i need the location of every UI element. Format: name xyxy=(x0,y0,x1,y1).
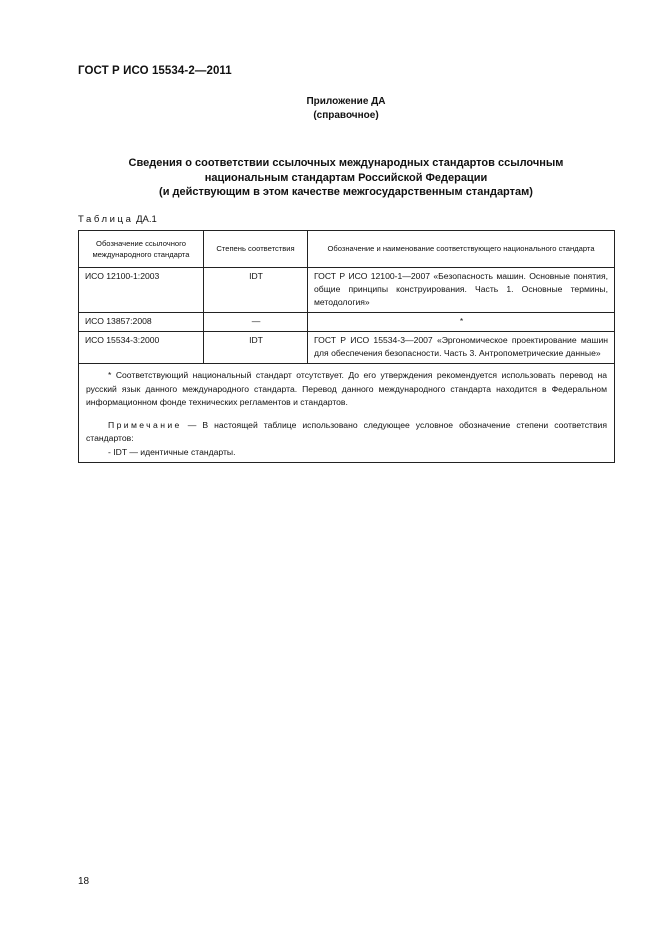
header-national-standard: Обозначение и наименование соответствующего национального стандарта xyxy=(308,231,615,268)
appendix-subtitle: (справочное) xyxy=(313,110,379,121)
table-caption xyxy=(78,214,157,225)
cell-national-standard: ГОСТ Р ИСО 12100-1—2007 «Безопасность машин. Основные понятия, общие принципы конструирования. Часть 1. Основные термины, методология» xyxy=(308,268,615,313)
table-header-row xyxy=(79,231,615,268)
section-title-line-3: (и действующим в этом качестве межгосударственным стандартам) xyxy=(159,186,533,198)
table-caption-word: Таблица xyxy=(78,214,134,225)
table-footnote: * Соответствующий национальный стандарт отсутствует. До его утверждения рекомендуется использовать перевод на русский язык данного международного стандарта. Перевод данного международного стандарта находится в Федеральном информационном фонде технических регламентов и стандартов. xyxy=(86,370,607,408)
table-footnote-cell xyxy=(79,364,615,463)
section-title xyxy=(78,156,614,200)
header-degree-of-correspondence: Степень соответствия xyxy=(204,231,308,268)
header-reference-standard: Обозначение ссылочного международного стандарта xyxy=(79,231,204,268)
cell-degree: IDT xyxy=(204,268,308,313)
section-title-line-2: национальным стандартам Российской Федерации xyxy=(204,171,488,184)
cell-reference-standard: ИСО 13857:2008 xyxy=(79,313,204,332)
appendix-heading xyxy=(78,95,614,123)
cell-reference-standard: ИСО 15534-3:2000 xyxy=(79,332,204,364)
cell-degree: IDT xyxy=(204,332,308,364)
table-caption-number: ДА.1 xyxy=(136,214,157,225)
cell-reference-standard: ИСО 12100-1:2003 xyxy=(79,268,204,313)
table-row xyxy=(79,332,615,364)
note-text: — В настоящей таблице использовано следующее условное обозначение степени соответствия стандартов: xyxy=(86,419,607,444)
note-item: - IDT — идентичные стандарты. xyxy=(108,446,236,457)
document-header-code: ГОСТ Р ИСО 15534-2—2011 xyxy=(78,65,232,77)
page-number: 18 xyxy=(78,876,90,887)
table-footnote-row xyxy=(79,364,615,463)
note-label: Примечание xyxy=(108,419,182,430)
table-row xyxy=(79,268,615,313)
table-row xyxy=(79,313,615,332)
cell-national-standard: * xyxy=(308,313,615,332)
cell-national-standard: ГОСТ Р ИСО 15534-3—2007 «Эргономическое проектирование машин для обеспечения безопасности. Часть 3. Антропометрические данные» xyxy=(308,332,615,364)
correspondence-table-wrapper xyxy=(78,230,614,463)
section-title-line-1: Сведения о соответствии ссылочных международных стандартов ссылочным xyxy=(128,157,564,169)
cell-degree: — xyxy=(204,313,308,332)
appendix-title: Приложение ДА xyxy=(306,96,386,107)
correspondence-table xyxy=(78,230,615,463)
table-note xyxy=(86,419,607,446)
